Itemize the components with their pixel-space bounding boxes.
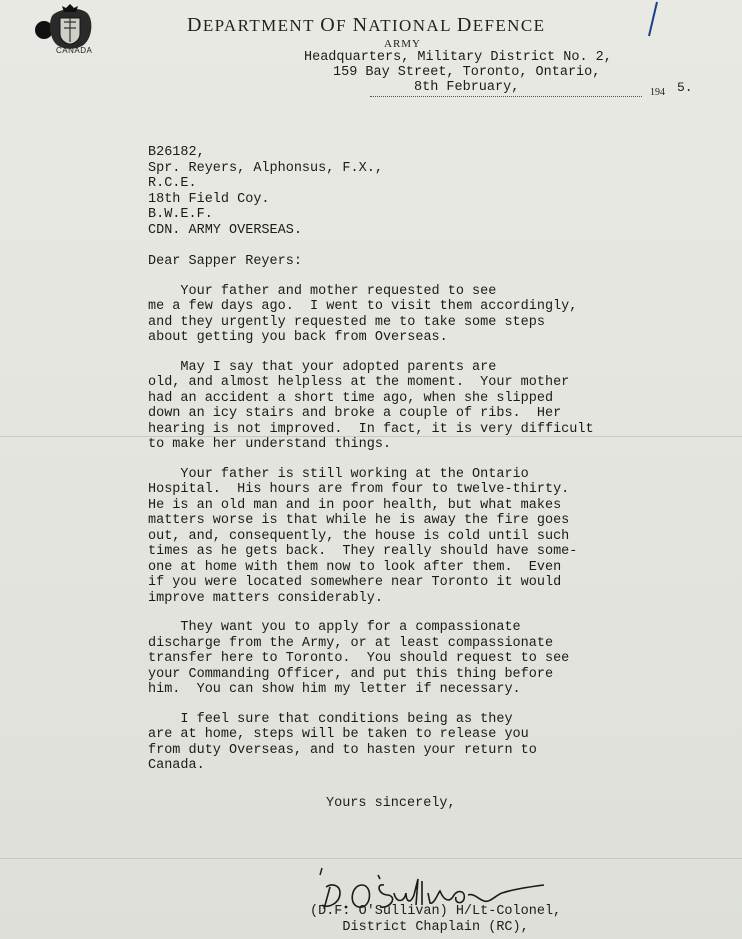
department-title-text: DEPARTMENT OF NATIONAL DEFENCE [187, 14, 546, 36]
body-line: Canada. [148, 758, 205, 773]
body-line: from duty Overseas, and to hasten your return to [148, 742, 537, 758]
body-line: transfer here to Toronto. You should request to see [148, 651, 570, 666]
addressee-line: B.W.E.F. [148, 207, 213, 222]
signatory-title: District Chaplain (RC), [310, 920, 529, 935]
addressee-line: CDN. ARMY OVERSEAS. [148, 222, 302, 238]
body-line: about getting you back from Overseas. [148, 330, 448, 345]
year-prefix: 194 [650, 87, 665, 98]
body-line: old, and almost helpless at the moment. Your mother [148, 375, 570, 390]
body-line: to make her understand things. [148, 437, 392, 452]
body-line: hearing is not improved. In fact, it is very difficult [148, 421, 594, 437]
closing: Yours sincerely, [326, 796, 456, 811]
body-line: Your father is still working at the Ontario [148, 466, 529, 482]
body-line: your Commanding Officer, and put this thing before [148, 666, 554, 682]
body-line: times as he gets back. They really should have some- [148, 544, 578, 559]
letter-date: 8th February, [414, 80, 520, 95]
body-line: are at home, steps will be taken to release you [148, 727, 529, 742]
addressee-block [148, 145, 708, 238]
body-line: He is an old man and in poor health, but what makes [148, 497, 562, 513]
signatory-name: (D.F. O'Sullivan) H/Lt-Colonel, [310, 904, 562, 919]
hq-line-2: 159 Bay Street, Toronto, Ontario, [333, 65, 601, 80]
department-title [187, 14, 545, 37]
body-line: him. You can show him my letter if necessary. [148, 682, 521, 697]
body-line: improve matters considerably. [148, 590, 383, 606]
body-line: May I say that your adopted parents are [148, 359, 497, 375]
hq-line-1: Headquarters, Military District No. 2, [304, 50, 612, 65]
body-line: Hospital. His hours are from four to twelve-thirty. [148, 482, 570, 497]
paragraph [148, 712, 708, 774]
paragraph [148, 620, 708, 698]
body-line: discharge from the Army, or at least compassionate [148, 635, 554, 651]
paper-fold-line [0, 858, 742, 859]
pen-mark-icon [646, 0, 660, 40]
paragraph [148, 284, 708, 346]
body-line: I feel sure that conditions being as they [148, 711, 513, 727]
date-dotted-rule [370, 96, 642, 97]
body-line: matters worse is that while he is away the fire goes [148, 513, 570, 528]
country-label: CANADA [56, 46, 93, 55]
addressee-line: Spr. Reyers, Alphonsus, F.X., [148, 160, 383, 176]
body-line: one at home with them now to look after them. Even [148, 559, 562, 575]
body-line: Your father and mother requested to see [148, 283, 497, 299]
signature-block [310, 904, 561, 936]
body-line: down an icy stairs and broke a couple of ribs. Her [148, 406, 562, 421]
letter-body [148, 145, 708, 774]
year-suffix: 5. [677, 80, 693, 95]
branch-label: ARMY [384, 38, 422, 50]
body-line: had an accident a short time ago, when she slipped [148, 390, 554, 406]
body-line: They want you to apply for a compassionate [148, 620, 521, 635]
addressee-line: B26182, [148, 145, 205, 160]
addressee-line: R.C.E. [148, 176, 197, 191]
addressee-line: 18th Field Coy. [148, 191, 270, 207]
body-line: and they urgently requested me to take some steps [148, 314, 545, 330]
body-line: out, and, consequently, the house is cold until such [148, 528, 570, 544]
body-line: me a few days ago. I went to visit them accordingly, [148, 299, 578, 314]
body-line: if you were located somewhere near Toronto it would [148, 575, 562, 590]
paragraph [148, 360, 708, 453]
paragraph [148, 467, 708, 607]
salutation: Dear Sapper Reyers: [148, 254, 302, 269]
